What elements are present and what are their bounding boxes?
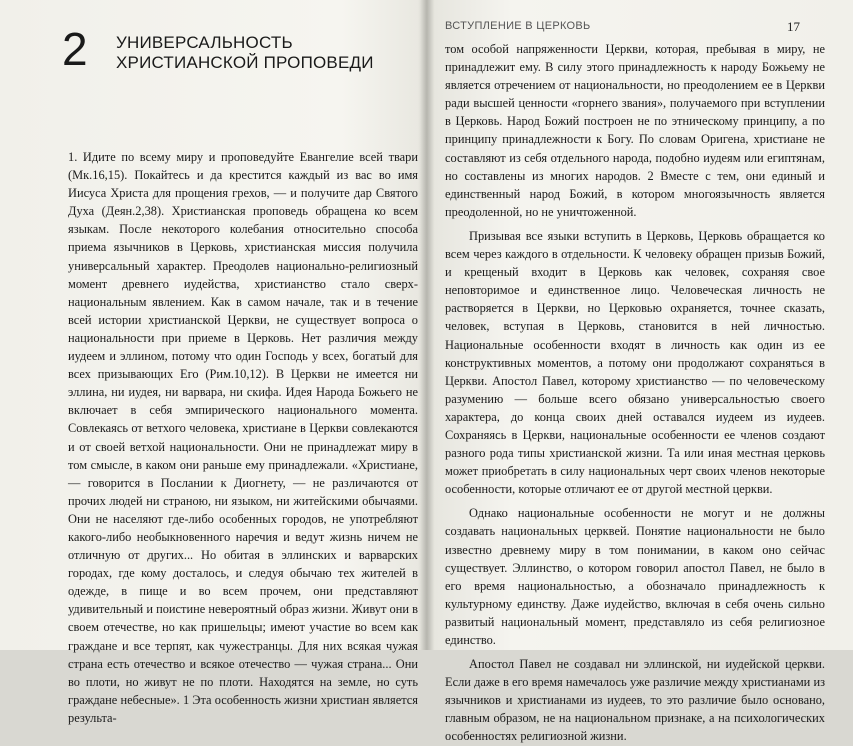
chapter-title-line2: ХРИСТИАНСКОЙ ПРОПОВЕДИ — [116, 53, 374, 72]
body-paragraph: 1. Идите по всему миру и проповедуйте Евангелие всей твари (Мк.16,15). Покайтесь и да крестится каждый из вас во имя Иисуса Христа для прощения грехов, — и получите дар Святого Духа (Деян.2,38). Христианская проповедь обращена ко всем языкам. После некоторого колебания относительно способа приема язычников в Церковь, христианская миссия получила универсальный характер. Преодолев национально-религиозный момент древнего иудейства, христианство стало сверх-национальным явлением. Как в самом начале, так и в течение всей истории христианской Церкви, не существует вопроса о национальности при приеме в Церковь. Нет различия между иудеем и эллином, потому что один Господь у всех, богатый для всех призывающих Его (Рим.10,12). В Церкви не имеется ни эллина, ни иудея, ни варвара, ни скифа. Идея Народа Божьего не включает в себя эмпирического национального момента. Совлекаясь от ветхого человека, христиане в Церкви совлекаются и от своей ветхой национальности. Они не принадлежат миру в том смысле, в каком они раньше ему принадлежали. «Христиане, — говорится в Послании к Диогнету, — не различаются от прочих людей ни страною, ни языком, ни житейскими обычаями. Они не населяют где-либо особенных городов, не употребляют какого-либо необыкновенного наречия и ведут жизнь ничем не отличную от других... Но обитая в эллинских и варварских городах, где кому досталось, и следуя обычаю тех жителей в одежде, в пище и во всем прочем, они представляют удивительный и поистине невероятный образ жизни. Живут они в своем отечестве, но как пришельцы; имеют участие во всем как граждане и все терпят, как чужестранцы. Для них всякая чужая страна есть отечество и всякое отечество — чужая страна... Они во плоти, но живут не по плоти. Находятся на земле, но суть граждане небесные». 1 Эта особенность жизни христиан является результа- — [68, 150, 418, 725]
right-page-body — [445, 40, 825, 746]
right-page — [427, 0, 853, 744]
body-paragraph: Призывая все языки вступить в Церковь, Церковь обращается ко всем через каждого в отдельности. К человеку обращен призыв Божий, и крещеный входит в Церковь как человек, сохраняя свое неповторимое и единственное лицо. Человеческая личность не растворяется в Церкви, но Церковью охраняется, точнее сказать, человек, вступая в Церковь, становится в ней личностью. Национальные особенности входят в личность как один из ее конструктивных моментов, а потому они продолжают сохраняться в Церкви. Апостол Павел, которому христианство — по человеческому разумению — больше всего обязано универсальностью своего характера, до конца своих дней оставался иудеем из иудеев. Сохраняясь в Церкви, национальные особенности ее членов создают разного рода типы христианской жизни. Та или иная местная церковь может приобретать в силу национальных черт своих членов некоторые особенности, которые отличают ее от другой местной церкви. — [445, 228, 825, 497]
chapter-title — [116, 33, 416, 73]
left-page-body — [68, 148, 418, 727]
page-number: 17 — [787, 19, 800, 34]
body-paragraph: том особой напряженности Церкви, которая, пребывая в миру, не принадлежит ему. В силу этого принадлежность к народу Божьему не является отречением от национальности, но преодолением ее в Церкви ради высшей ценности «горнего звания», получаемого при вступлении в Церковь. Народ Божий построен не по этническому принципу, а по принципу принадлежности к Богу. По словам Оригена, христиане не составляют из себя отдельного народа, подобно иудеям или египтянам, но составлены из многих народов. 2 Вместе с тем, они единый и единственный народ Божий, в котором многоязычность является преодоленной, но не уничтоженной. — [445, 42, 825, 219]
chapter-number: 2 — [62, 23, 88, 75]
left-page — [0, 0, 426, 725]
body-paragraph: Однако национальные особенности не могут и не должны создавать национальных церквей. Понятие национальности не было известно древнему миру в том понимании, в каком оно сейчас существует. Эллинство, о котором говорил апостол Павел, не было в его время национальностью, а обозначало принадлежность к культурному единству. Даже иудейство, включая в себя очень сильно развитый национальный момент, представляло из себя религиозное единство. — [445, 506, 825, 647]
body-paragraph: Апостол Павел не создавал ни эллинской, ни иудейской церкви. Если даже в его время намечалось уже различие между христианами из язычников и христианами из иудеев, то это различие было основано, главным образом, не на национальном признаке, а на психологических особенностях религиозной жизни. — [445, 657, 825, 744]
chapter-title-line1: УНИВЕРСАЛЬНОСТЬ — [116, 33, 293, 52]
running-head: ВСТУПЛЕНИЕ В ЦЕРКОВЬ — [445, 20, 591, 32]
